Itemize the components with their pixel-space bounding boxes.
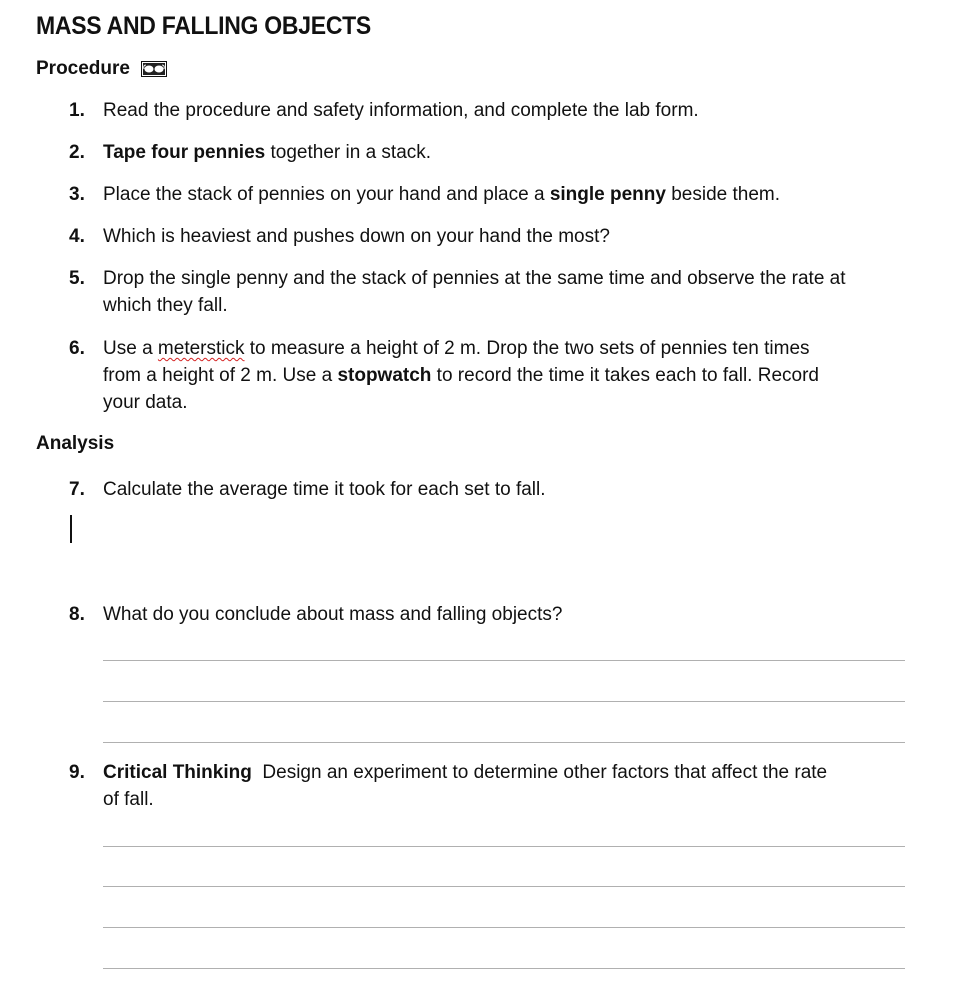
step-line-2: which they fall. xyxy=(103,295,228,316)
analysis-question-7 xyxy=(69,476,919,503)
step-text xyxy=(103,139,919,166)
question-number: 7. xyxy=(69,479,85,500)
question-text: What do you conclude about mass and falling objects? xyxy=(103,604,563,625)
question-text xyxy=(103,759,919,813)
procedure-heading-label: Procedure xyxy=(36,58,130,79)
step-text xyxy=(103,265,919,319)
goggles-icon xyxy=(141,61,167,83)
analysis-question-9 xyxy=(69,759,919,813)
answer-line[interactable] xyxy=(103,742,905,743)
step-text-pre: Place the stack of pennies on your hand and place a xyxy=(103,184,550,205)
step-number: 4. xyxy=(69,226,85,247)
procedure-step-6 xyxy=(69,335,919,416)
question-number: 9. xyxy=(69,762,85,783)
text-cursor[interactable] xyxy=(70,515,72,543)
question-emphasis: Critical Thinking xyxy=(103,762,252,783)
step-text xyxy=(103,335,919,416)
analysis-heading: Analysis xyxy=(36,433,115,454)
step-text: Read the procedure and safety information, and complete the lab form. xyxy=(103,100,699,121)
answer-line[interactable] xyxy=(103,660,905,661)
procedure-step-1 xyxy=(69,97,919,124)
step-number: 2. xyxy=(69,142,85,163)
step-text-pre: Use a xyxy=(103,338,158,359)
step-emphasis: Tape four pennies xyxy=(103,142,266,163)
step-line-1: Drop the single penny and the stack of pennies at the same time and observe the rate at xyxy=(103,268,846,289)
step-number: 3. xyxy=(69,184,85,205)
step-line-2-post: to record the time it takes each to fall. Record xyxy=(431,365,819,386)
procedure-heading xyxy=(36,58,167,83)
step-text xyxy=(103,181,919,208)
step-text-rest: beside them. xyxy=(665,184,781,205)
procedure-step-3 xyxy=(69,181,919,208)
page-title: MASS AND FALLING OBJECTS xyxy=(36,12,371,40)
answer-line[interactable] xyxy=(103,846,905,847)
procedure-step-2 xyxy=(69,139,919,166)
question-number: 8. xyxy=(69,604,85,625)
step-number: 6. xyxy=(69,338,85,359)
step-text: Which is heaviest and pushes down on your hand the most? xyxy=(103,226,610,247)
step-text-rest: together in a stack. xyxy=(265,142,432,163)
procedure-step-4 xyxy=(69,223,919,250)
answer-line[interactable] xyxy=(103,927,905,928)
spellcheck-word[interactable]: meterstick xyxy=(157,338,245,359)
question-line-1: Design an experiment to determine other factors that affect the rate xyxy=(251,762,828,783)
step-number: 5. xyxy=(69,268,85,289)
step-line-2-pre: from a height of 2 m. Use a xyxy=(103,365,338,386)
answer-line[interactable] xyxy=(103,968,905,969)
step-number: 1. xyxy=(69,100,85,121)
question-line-2: of fall. xyxy=(103,789,154,810)
step-line-3: your data. xyxy=(103,392,188,413)
answer-line[interactable] xyxy=(103,701,905,702)
question-text: Calculate the average time it took for each set to fall. xyxy=(103,479,546,500)
step-text-mid: to measure a height of 2 m. Drop the two sets of pennies ten times xyxy=(244,338,810,359)
step-emphasis: single penny xyxy=(549,184,666,205)
procedure-step-5 xyxy=(69,265,919,319)
step-emphasis: stopwatch xyxy=(337,365,432,386)
answer-line[interactable] xyxy=(103,886,905,887)
analysis-question-8 xyxy=(69,601,919,628)
